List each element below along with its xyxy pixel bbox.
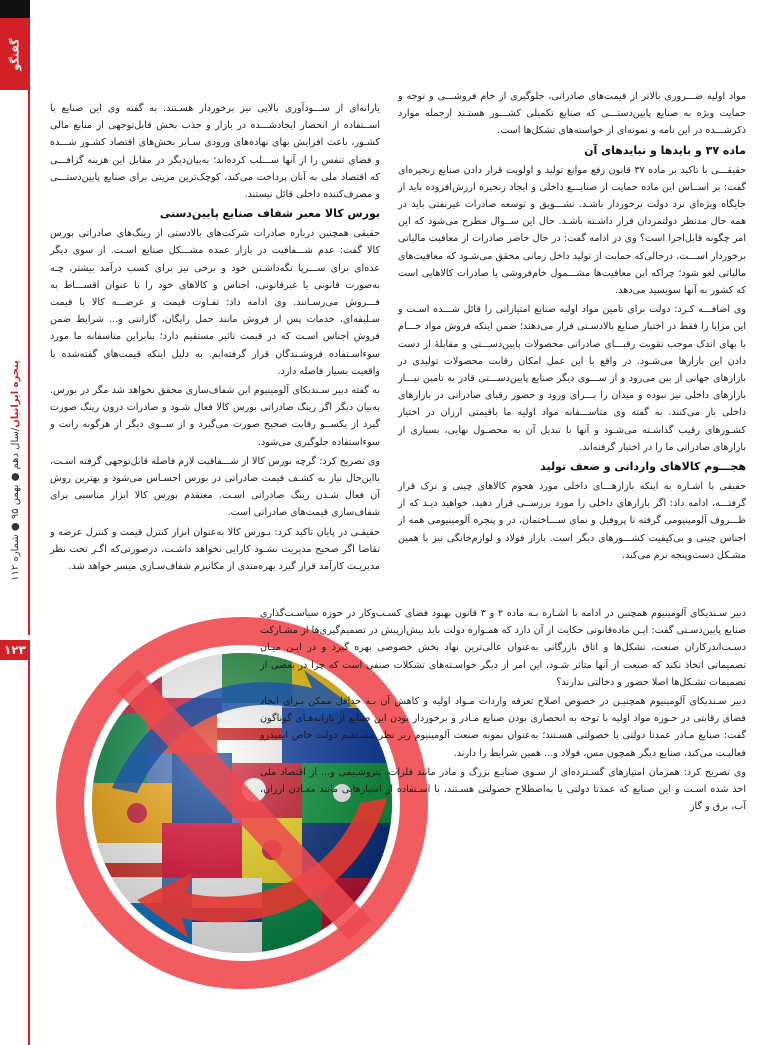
paragraph: به گفته دبیر سـندیکای آلومینیوم این شفاف‌سازی محقق نخواهد شد مگر در بورس. به‌بیان دیگر اگر رینگ صادراتی بورس کالا فعال شـود و صادرات درون رینگ صورت گیرد از یکســو رقابت صحیح صورت می‌گیرد و از ســوی دیگر از هرگونه رانت و سوءاستفاده جلوگیری می‌شود. [50, 385, 380, 448]
issue-info: /سال دهم ● بهمن ۹۵ ● شماره ۱۱۲ [9, 427, 21, 581]
article-column-right [398, 88, 746, 566]
page-number: ۱۲۳ [0, 640, 30, 660]
paragraph: حقیقی همچنین درباره صادرات شرکت‌های بالادستی از رینگ‌های صادراتی بورس کالا گفت: عدم شـــفافیت در بازار عمده مشـــکل صنایع اسـت. از سوی دیگر عده‌ای برای ســـرپا نگه‌داشـتن خود و برخی نیز برای کسب درآمد بیشتر، چـه به‌صورت قانونی یا غیرقانونی، اجناس و کالاهای خود را با عنوان اقســـاط به فـــروش می‌رسـانند. وی ادامه داد: تفـاوت قیمت و عرضـــه کالا با قیمت سـلیقه‌ای، خدمات پس از فروش مانند حمل رایگان، گارانتی و... شرایط ضمن فروش اجناس اسـت که در قیمت تاثیر مستقیم دارد؛ بنابراین متاسفانه ما مورد سوءاسـتفاده فروشـندگان قرار گرفته‌ایم. به دلیل اینکه قیمت‌های گفته‌شده با واقعیت بسیار فاصله دارد. [50, 228, 380, 377]
paragraph: حقیقی با اشـاره به اینکه بازارهـــای داخلی مورد هجوم کالاهای چینی و ترک قرار گرفتـــه، ادامه داد: اگر بازارهای داخلی را مورد بررســی قرار دهید، خواهید دیـد که از ظـــروف آلومینیومی گرفته تا پروفیل و نمای ســـاختمان، در و پنجره آلومینیومی همه از اجناس چینی و بی‌کیفیت کشـــورهای دیگر است. بازار فولاد و لوازم‌خانگی نیز با همین مشـکل دست‌وپنجه نرم می‌کند. [398, 481, 746, 561]
section-heading: هجـــوم کالاهای وارداتی و ضعف تولید [540, 460, 746, 474]
paragraph: دبیر سـندیکای آلومینیوم همچنیـن در خصوص اصلاح تعرفه واردات مـواد اولیه و کاهش آن بـه حداقل ممکن بـرای ایجاد فضای رقابتی در حـوزه مواد اولیه با توجه به انحصاری بودن صنایع مـادر و برخوردار بودن این صنایع از یارانه‌هـای گوناگون گفت: صنایع مـادر عمدتا دولتی یا خصولتی هسـتند؛ به‌عنوان نمونه صنعت آلومینیوم زیر نظر مسـتقیم دولت خاص ایمیدرو فعالیـت می‌کند، صنایع دیگر همچون مس، فولاد و... همین شرایط را دارند. [260, 696, 746, 759]
paragraph: حقیقـی در پایان تاکید کرد: بـورس کالا به‌عنوان ابزار کنترل قیمت و کنترل عرضه و تقاضا اگر صحیح مدیریت نشـود کارایی نخواهد داشـت، درصورتی‌که اگـر تحت نظر مدیریـت کارآمد قرار گیرد بهره‌مندی از مکانیزم شفاف‌سـازی میسر خواهد شد. [50, 526, 380, 573]
section-heading: بورس کالا معبر شفاف صنایع پایین‌دستی [159, 207, 380, 221]
paragraph: یارانه‌ای از ســـودآوری بالایی نیز برخوردار هسـتند. به گفته وی این صنایع با اســتفاده از انحصار ایجادشـــده در بازار و جذب بخش قابل‌توجهی از منابع مالی کشـور، باعث افزایش بهای نهاده‌های ورودی سـایر بخش‌های اقتصاد کشـور شـــده و فضای تنفس را از آنها ســـلب کرده‌اند؛ به‌بیان‌دیگر در مقابل این هزینه گزافـــی که اقتصاد ملی به آنان پرداخت می‌کند، کوچک‌ترین مزیتی برای صنایع پایین‌دستـــی و مصرف‌کننده داخلی قائل نیستند. [50, 103, 380, 201]
section-tab [0, 18, 30, 90]
paragraph: وی اضافـــه کـرد: دولت برای تامین مواد اولیه صنایع امتیازاتی را قائل شـــده اسـت و این مزایا را فقط در اختیار صنایع بالادسـتی قرار می‌دهند؛ ضمن اینکه فروش مواد خـــام با بهای اندک موجب تقویت رقبـــای صادراتی محصولات پایین‌دســـتی و مقابلهٔ از دست دادن این بازارها می‌شـود. در واقع با این عمل امکان رقابت محصولات تولیدی در بازارهای جهانی از بین می‌رود و از ســـوی دیگر صنایع پایین‌دســـتی قادر به تامین نیـــاز بازارهای داخلی نیز نبوده و میدان را بـــرای ورود و حضور رقبای صادراتی در بازارهای داخلی باز می‌کنند. به گفته وی متاســـفانه مواد اولیه ما باقیمتی ارزان در اختیار کشـورهای رقیب گذاشـته می‌شـود و آنها با تبدیل آن به محصـول نهایی، بسیاری از بازارهای صادراتی ما را در اختیار گرفته‌اند. [398, 304, 746, 453]
sidebar-rule [28, 90, 30, 635]
article-column-left [50, 100, 380, 577]
paragraph: دبیر سـندیکای آلومینیوم همچنین در ادامه با اشـاره بـه ماده ۲ و ۳ قانون بهبود فضای کسـب‌وکار در حوزه سیاسـت‌گذاری صنایع پایین‌دسـتی گفت: ایـن ماده‌قانونی حکایت از آن دارد که همـواره دولت باید بیش‌ازپیش در تصمیم‌گیری‌ها از مشـارکت دسـت‌اندرکاران صنعت، تشکل‌ها و اتاق بازرگانی به‌عنوان عالی‌ترین نهاد بخش خصوصی بهره گیرد و در ایـن میـان تصمیماتی اتخاذ نکند که صنعت از آنها متاثر شـود، این امر از دیگر خواسـته‌های تشکلات صنفی است که چرا در بعضی از تصمیمات تشـکل‌ها اصلا حضور و دخالتی ندارند؟ [260, 608, 746, 688]
sidebar-top-block [0, 0, 30, 18]
section-tab-label: گفتگو [8, 37, 22, 71]
paragraph: مواد اولیه ضـــروری بالاتر از قیمت‌های صادراتی، جلوگیری از خام فروشـــی و توجه و حمایت ویژه به صنایع پایین‌دستـــی که صنایع تکمیلی کشـــور هستـند ازجمله موارد ذکرشـــده در این نامه و نمونه‌ای از خواسته‌های تشکل‌ها است. [398, 91, 746, 137]
paragraph: وی تصریح کرد: گرچه بورس کالا از شـــفافیت لازم فاصله قابل‌توجهی گرفته اسـت، بااین‌حال نیاز به کشـف قیمت صادراتی در بورس احسـاس می‌شود و بهترین روش آن فعال شـدن رینگ صادراتی اسـت. معتقدم بورس کالا ابزار مناسبی برای شفاف‌سازی قیمت‌های صادراتی است. [50, 455, 380, 519]
issue-meta [4, 300, 26, 640]
magazine-name: پنجره ایرانیان [9, 359, 21, 428]
issue-meta-text [10, 360, 21, 581]
paragraph: حقیقـــی با تاکید بر ماده ۳۷ قانون رفع موانع تولید و اولویت قرار دادن صنایع زنجیره‌ای گفت: بر اســاس این ماده حمایت از صنایـــع داخلی و ایجاد زنجیره ارزش‌افزوده باید از جایگاه ویژه‌ای نزد دولت برخوردار باشـد. تشـــویق و توسعه صادرات غیرنفتی باید در همه حال مدنظر دولتمردان قرار داشـته باشـد. حال این ســوال مطرح می‌شود که این امر چگونه قابل‌اجرا است؟ وی در ادامه گفت: در حال حاضر صادرات از معافیت مالیاتی برخوردار اســـت، درحالی‌که حمایت از تولید داخل زمانی محقق می‌شـود که معافیت‌های مالیاتی لغو شود؛ چراکه این معافیت‌ها مشـــمول خام‌فروشی یا صادرات کالاهایی است که کشور به آنها سوبسید می‌دهد. [398, 164, 747, 297]
section-heading: ماده ۳۷ و بایدها و نبایدهای آن [584, 143, 746, 157]
paragraph: وی تصریح کرد: همزمان امتیازهای گسـترده‌ای از سـوی صنایـع بزرگ و مادر مانند فلزات، پتروشـیمی و... از اقتصاد ملی اخذ شده اسـت و این صنایع که عمدتا دولتی یا به‌اصطلاح خصولتی هسـتند، با اسـتفاده از امتیازهایی مانند معـادن ارزان، آب، برق و گاز [260, 766, 746, 813]
sidebar-rule-lower [28, 660, 30, 1045]
article-column-bottom [260, 605, 746, 817]
